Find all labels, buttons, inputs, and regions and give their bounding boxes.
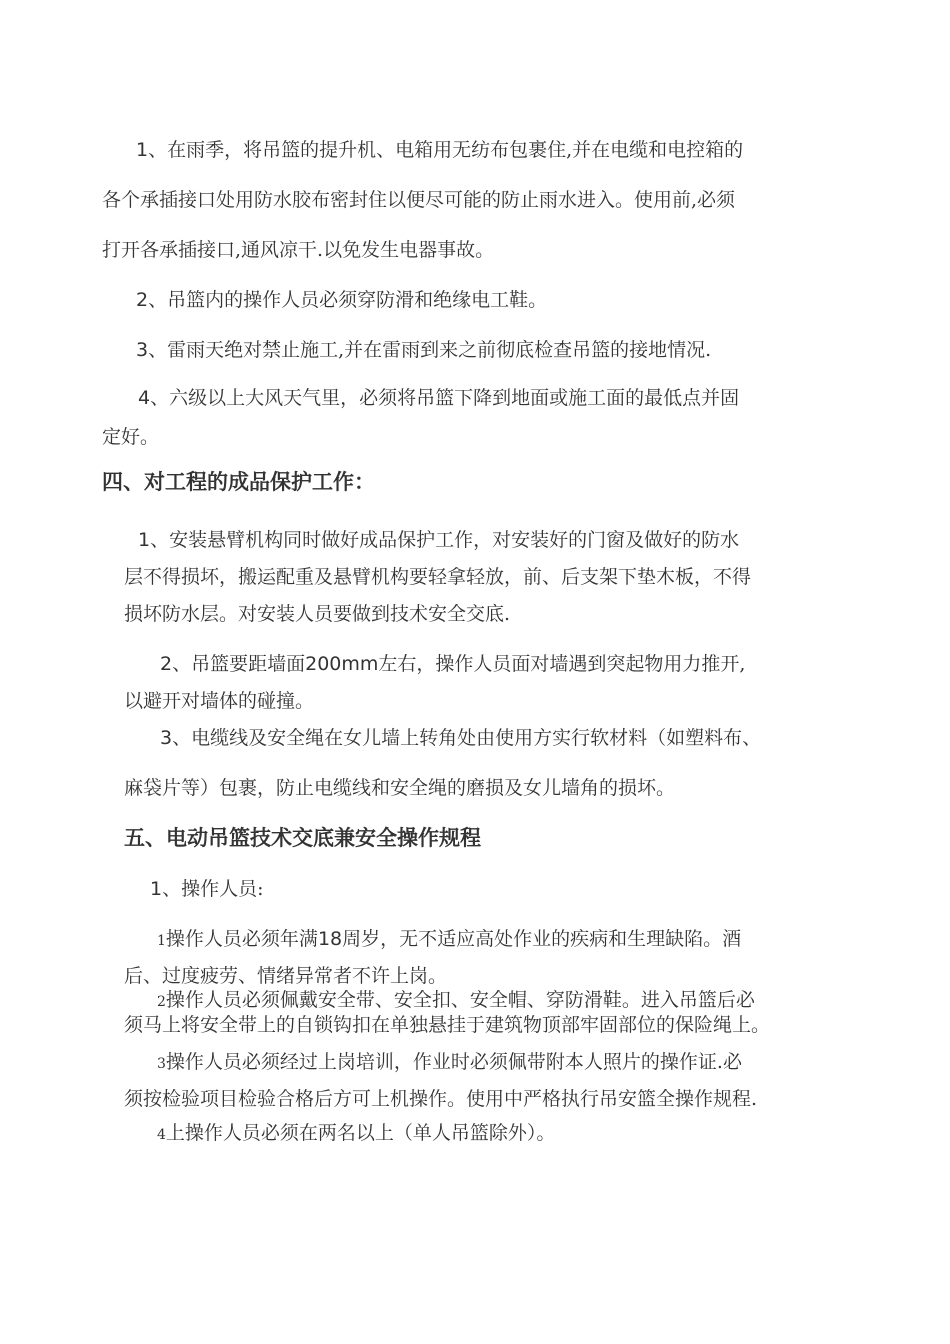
item-4-2-line-2: 以避开对墙体的碰撞。 bbox=[124, 690, 315, 712]
item-text: 、操作人员: bbox=[162, 878, 264, 900]
item-4-3-line-1 bbox=[160, 726, 761, 750]
rule-text: 周岁，无不适应高处作业的疾病和生理缺陷。酒 bbox=[342, 928, 742, 950]
subsection-5-1 bbox=[150, 877, 264, 901]
section-4-heading: 四、对工程的成品保护工作： bbox=[102, 470, 375, 494]
item-number: 1 bbox=[150, 878, 163, 900]
item-text: 、电缆线及安全绳在女儿墙上转角处由使用方实行软材料（如塑料布、 bbox=[172, 727, 762, 749]
item-text: 、吊篮内的操作人员必须穿防滑和绝缘电工鞋。 bbox=[148, 289, 548, 311]
item-number: 4 bbox=[138, 387, 151, 409]
rule-text: 操作人员必须佩戴安全带、安全扣、安全帽、穿防滑鞋。进入吊篮后必 bbox=[165, 989, 755, 1011]
item-number: 3 bbox=[136, 339, 149, 361]
item-4-1-line-1 bbox=[138, 528, 739, 552]
item-number: 2 bbox=[160, 653, 173, 675]
rule-4 bbox=[157, 1121, 555, 1147]
item-text: 、吊篮要距墙面 bbox=[172, 653, 306, 675]
rule-number: 4 bbox=[157, 1127, 166, 1143]
item-4-1-line-2: 层不得损坏，搬运配重及悬臂机构要轻拿轻放，前、后支架下垫木板，不得 bbox=[124, 566, 752, 588]
item-number: 1 bbox=[138, 529, 151, 551]
item-3-1-line-2: 各个承插接口处用防水胶布密封住以便尽可能的防止雨水进入。使用前,必须 bbox=[102, 189, 736, 211]
rule-text: 上操作人员必须在两名以上（单人吊篮除外）。 bbox=[165, 1122, 556, 1144]
item-3-4-line-2: 定好。 bbox=[102, 426, 160, 448]
distance-value: 200mm bbox=[305, 653, 379, 675]
item-text: 、安装悬臂机构同时做好成品保护工作，对安装好的门窗及做好的防水 bbox=[150, 529, 740, 551]
item-text: 左右，操作人员面对墙遇到突起物用力推开, bbox=[378, 653, 746, 675]
rule-number: 2 bbox=[157, 994, 166, 1010]
item-3-3 bbox=[136, 338, 711, 362]
item-text: 、在雨季，将吊篮的提升机、电箱用无纺布包裹住,并在电缆和电控箱的 bbox=[148, 139, 744, 161]
rule-text: 操作人员必须年满 bbox=[165, 928, 318, 950]
item-text: 、六级以上大风天气里，必须将吊篮下降到地面或施工面的最低点并固 bbox=[150, 387, 740, 409]
item-text: 、雷雨天绝对禁止施工,并在雷雨到来之前彻底检查吊篮的接地情况. bbox=[148, 339, 712, 361]
item-3-2 bbox=[136, 288, 547, 312]
item-number: 3 bbox=[160, 727, 173, 749]
rule-number: 1 bbox=[157, 933, 166, 949]
rule-1-line-2: 后、过度疲劳、情绪异常者不许上岗。 bbox=[124, 965, 448, 987]
rule-number: 3 bbox=[157, 1056, 166, 1072]
item-3-4-line-1 bbox=[138, 386, 739, 410]
section-5-heading: 五、电动吊篮技术交底兼安全操作规程 bbox=[124, 826, 481, 850]
rule-2-line-1 bbox=[157, 988, 755, 1014]
rule-3-line-2: 须按检验项目检验合格后方可上机操作。使用中严格执行吊安篮全操作规程. bbox=[124, 1088, 758, 1110]
rule-text: 操作人员必须经过上岗培训，作业时必须佩带附本人照片的操作证.必 bbox=[165, 1051, 742, 1073]
age-value: 18 bbox=[317, 928, 343, 950]
rule-2-line-2: 须马上将安全带上的自锁钩扣在单独悬挂于建筑物顶部牢固部位的保险绳上。 bbox=[124, 1014, 771, 1036]
item-3-1-line-1 bbox=[136, 138, 743, 162]
item-4-2-line-1 bbox=[160, 652, 745, 676]
item-number: 2 bbox=[136, 289, 149, 311]
item-4-1-line-3: 损坏防水层。对安装人员要做到技术安全交底. bbox=[124, 603, 511, 625]
item-4-3-line-2: 麻袋片等）包裹，防止电缆线和安全绳的磨损及女儿墙角的损坏。 bbox=[124, 777, 676, 799]
item-3-1-line-3: 打开各承插接口,通风凉干.以免发生电器事故。 bbox=[102, 239, 495, 261]
rule-3-line-1 bbox=[157, 1050, 742, 1076]
item-number: 1 bbox=[136, 139, 149, 161]
rule-1-line-1 bbox=[157, 927, 741, 953]
